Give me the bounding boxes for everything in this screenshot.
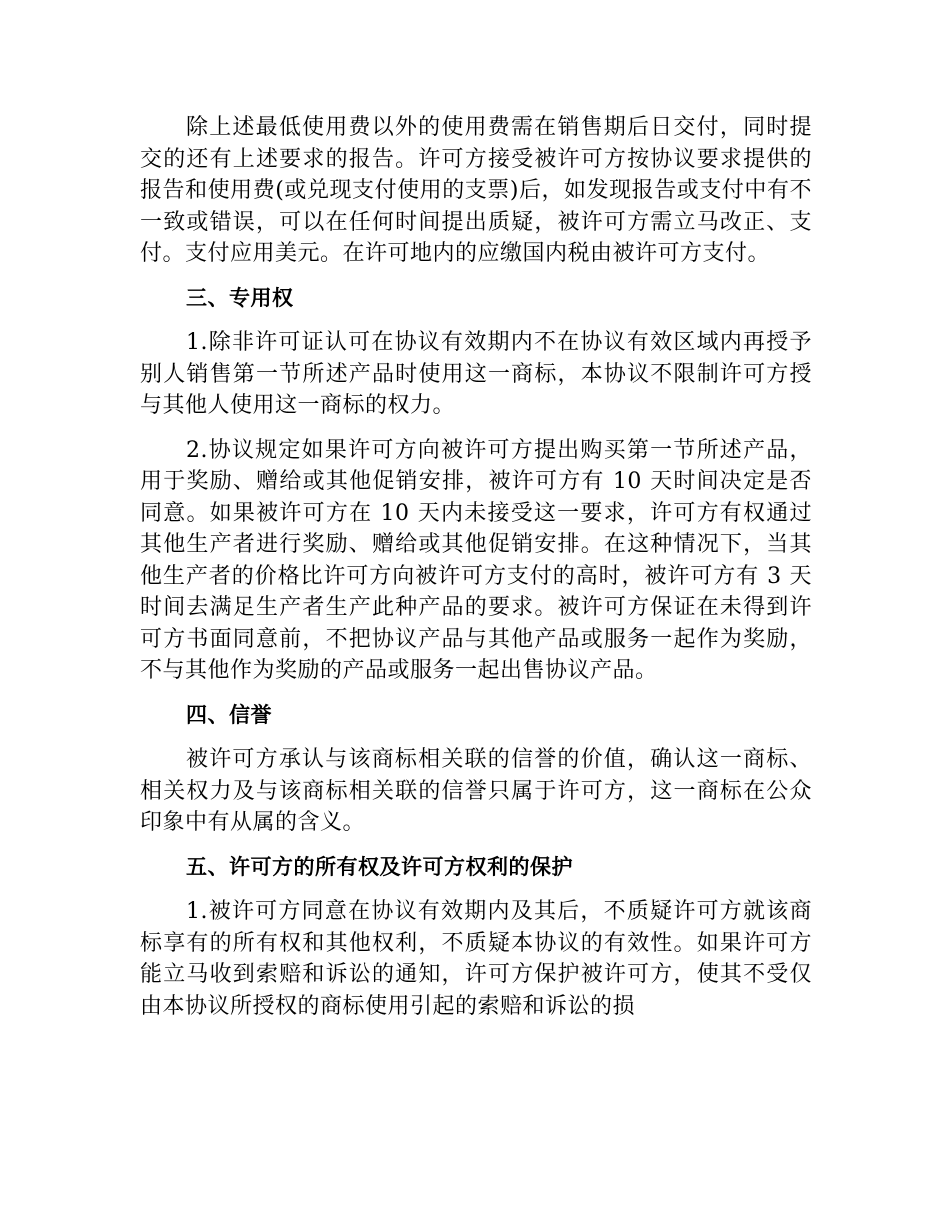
section-heading-goodwill: 四、信誉 — [186, 702, 272, 727]
paragraph-ownership-1: 1.被许可方同意在协议有效期内及其后，不质疑许可方就该商标享有的所有权和其他权利，不质疑本协议的有效性。如果许可方能立马收到索赔和诉讼的通知，许可方保护被许可方，使其不受仅由本协议所授权的商标使用引起的索赔和诉讼的损 — [140, 899, 812, 1019]
document-page — [140, 112, 812, 1035]
paragraph-exclusive-rights-1: 1.除非许可证认可在协议有效期内不在协议有效区域内再授予别人销售第一节所述产品时使用这一商标，本协议不限制许可方授与其他人使用这一商标的权力。 — [140, 330, 812, 418]
paragraph-exclusive-rights-2: 2.协议规定如果许可方向被许可方提出购买第一节所述产品，用于奖励、赠给或其他促销安排，被许可方有 10 天时间决定是否同意。如果被许可方在 10 天内未接受这一要求，许可方有权通过其他生产者进行奖励、赠给或其他促销安排。在这种情况下，当其他生产者的价格比许可方向被许可方支付的高时，被许可方有 3 天时间去满足生产者生产此种产品的要求。被许可方保证在未得到许可方书面同意前，不把协议产品与其他产品或服务一起作为奖励，不与其他作为奖励的产品或服务一起出售协议产品。 — [140, 437, 812, 683]
section-heading-exclusive-rights: 三、专用权 — [186, 285, 294, 310]
paragraph-payment-terms: 除上述最低使用费以外的使用费需在销售期后日交付，同时提交的还有上述要求的报告。许可方接受被许可方按协议要求提供的报告和使用费(或兑现支付使用的支票)后，如发现报告或支付中有不一致或错误，可以在任何时间提出质疑，被许可方需立马改正、支付。支付应用美元。在许可地内的应缴国内税由被许可方支付。 — [140, 115, 812, 266]
paragraph-goodwill: 被许可方承认与该商标相关联的信誉的价值，确认这一商标、相关权力及与该商标相关联的信誉只属于许可方，这一商标在公众印象中有从属的含义。 — [140, 747, 812, 835]
section-heading-ownership-protection: 五、许可方的所有权及许可方权利的保护 — [186, 854, 573, 879]
